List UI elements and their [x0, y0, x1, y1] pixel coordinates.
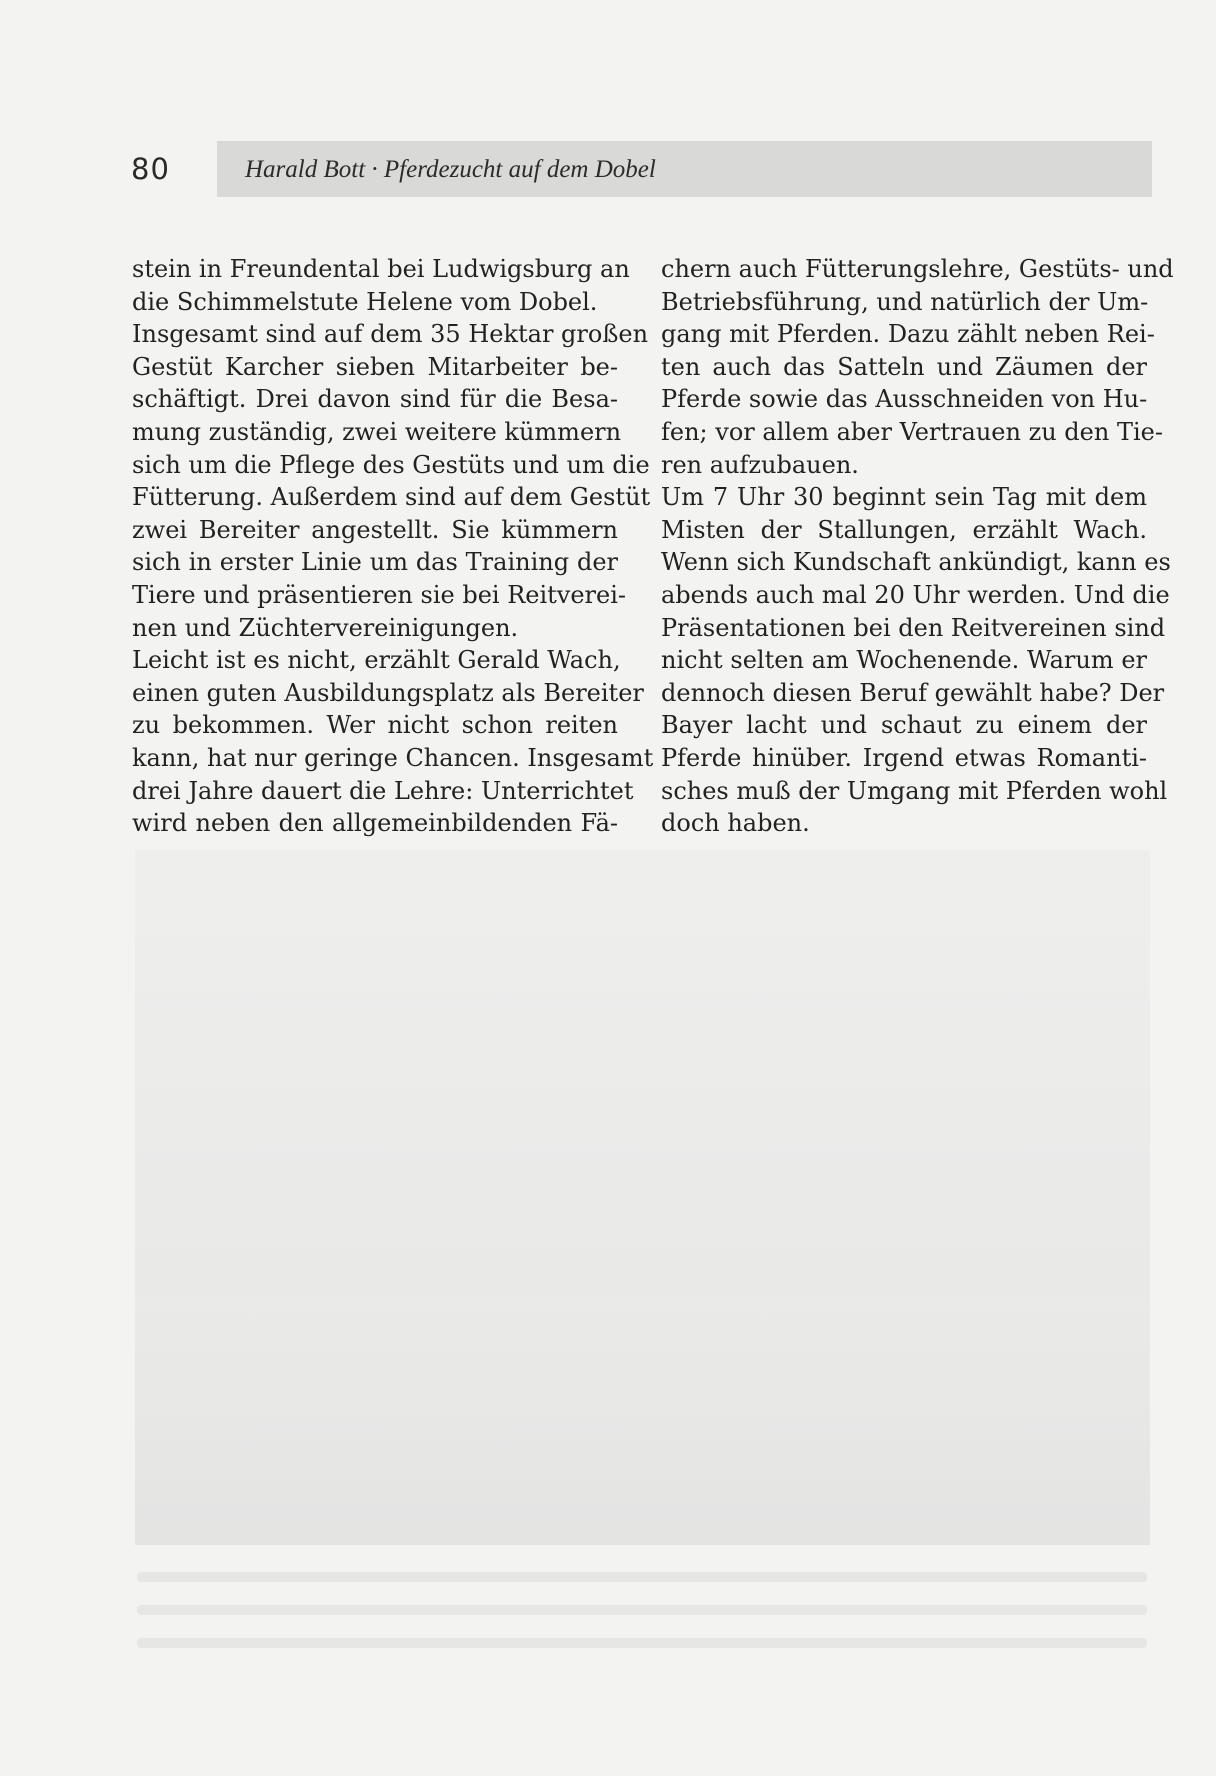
text-line: nen und Züchtervereinigungen.	[132, 613, 519, 642]
photo-shade	[135, 1310, 1150, 1545]
text-line: chern auch Fütterungslehre, Gestüts- und	[661, 255, 1174, 283]
text-line: zu bekommen. Wer nicht schon reiten	[132, 711, 618, 740]
running-title: Harald Bott · Pferdezucht auf dem Dobel	[245, 156, 656, 183]
running-header	[217, 141, 1152, 197]
text-line: Um 7 Uhr 30 beginnt sein Tag mit dem	[661, 483, 1147, 512]
text-line: stein in Freundental bei Ludwigsburg an	[132, 255, 630, 283]
text-line: sich um die Pflege des Gestüts und um die	[132, 450, 650, 479]
text-line: mung zuständig, zwei weitere kümmern	[132, 417, 622, 446]
text-line: Bayer lacht und schaut zu einem der	[661, 711, 1147, 740]
text-line: Tiere und präsentieren sie bei Reitverei-	[132, 580, 627, 609]
text-line: wird neben den allgemeinbildenden Fä-	[132, 809, 618, 838]
text-line: einen guten Ausbildungsplatz als Bereiter	[132, 678, 644, 707]
text-line: Fütterung. Außerdem sind auf dem Gestüt	[132, 483, 651, 512]
text-line: sches muß der Umgang mit Pferden wohl	[661, 776, 1168, 805]
text-line: die Schimmelstute Helene vom Dobel.	[132, 287, 598, 316]
text-line: zwei Bereiter angestellt. Sie kümmern	[132, 515, 618, 544]
text-line: doch haben.	[661, 809, 810, 838]
text-line: nicht selten am Wochenende. Warum er	[661, 646, 1147, 675]
text-column-left	[132, 253, 654, 840]
text-line: Betriebsführung, und natürlich der Um-	[661, 287, 1149, 316]
faded-caption-line	[137, 1638, 1147, 1648]
text-line: drei Jahre dauert die Lehre: Unterrichtet	[132, 776, 634, 805]
text-line: Leicht ist es nicht, erzählt Gerald Wach,	[132, 646, 621, 675]
text-line: kann, hat nur geringe Chancen. Insgesamt	[132, 743, 654, 772]
text-line: Gestüt Karcher sieben Mitarbeiter be-	[132, 352, 618, 381]
text-line: ten auch das Satteln und Zäumen der	[661, 352, 1147, 381]
text-line: Insgesamt sind auf dem 35 Hektar großen	[132, 320, 649, 349]
text-line: dennoch diesen Beruf gewählt habe? Der	[661, 678, 1165, 707]
text-line: Wenn sich Kundschaft ankündigt, kann es	[661, 548, 1171, 577]
page-number: 80	[131, 152, 170, 186]
text-line: Präsentationen bei den Reitvereinen sind	[661, 613, 1166, 642]
text-line: ren aufzubauen.	[661, 450, 859, 479]
text-column-right	[661, 253, 1174, 840]
text-line: Misten der Stallungen, erzählt Wach.	[661, 515, 1147, 544]
faded-caption-line	[137, 1605, 1147, 1615]
text-line: fen; vor allem aber Vertrauen zu den Tie-	[661, 417, 1163, 446]
text-line: schäftigt. Drei davon sind für die Besa-	[132, 385, 618, 414]
text-line: gang mit Pferden. Dazu zählt neben Rei-	[661, 320, 1155, 349]
text-line: abends auch mal 20 Uhr werden. Und die	[661, 580, 1170, 609]
text-line: sich in erster Linie um das Training der	[132, 548, 618, 577]
text-line: Pferde hinüber. Irgend etwas Romanti-	[661, 743, 1147, 772]
text-line: Pferde sowie das Ausschneiden von Hu-	[661, 385, 1148, 414]
faded-caption-line	[137, 1572, 1147, 1582]
